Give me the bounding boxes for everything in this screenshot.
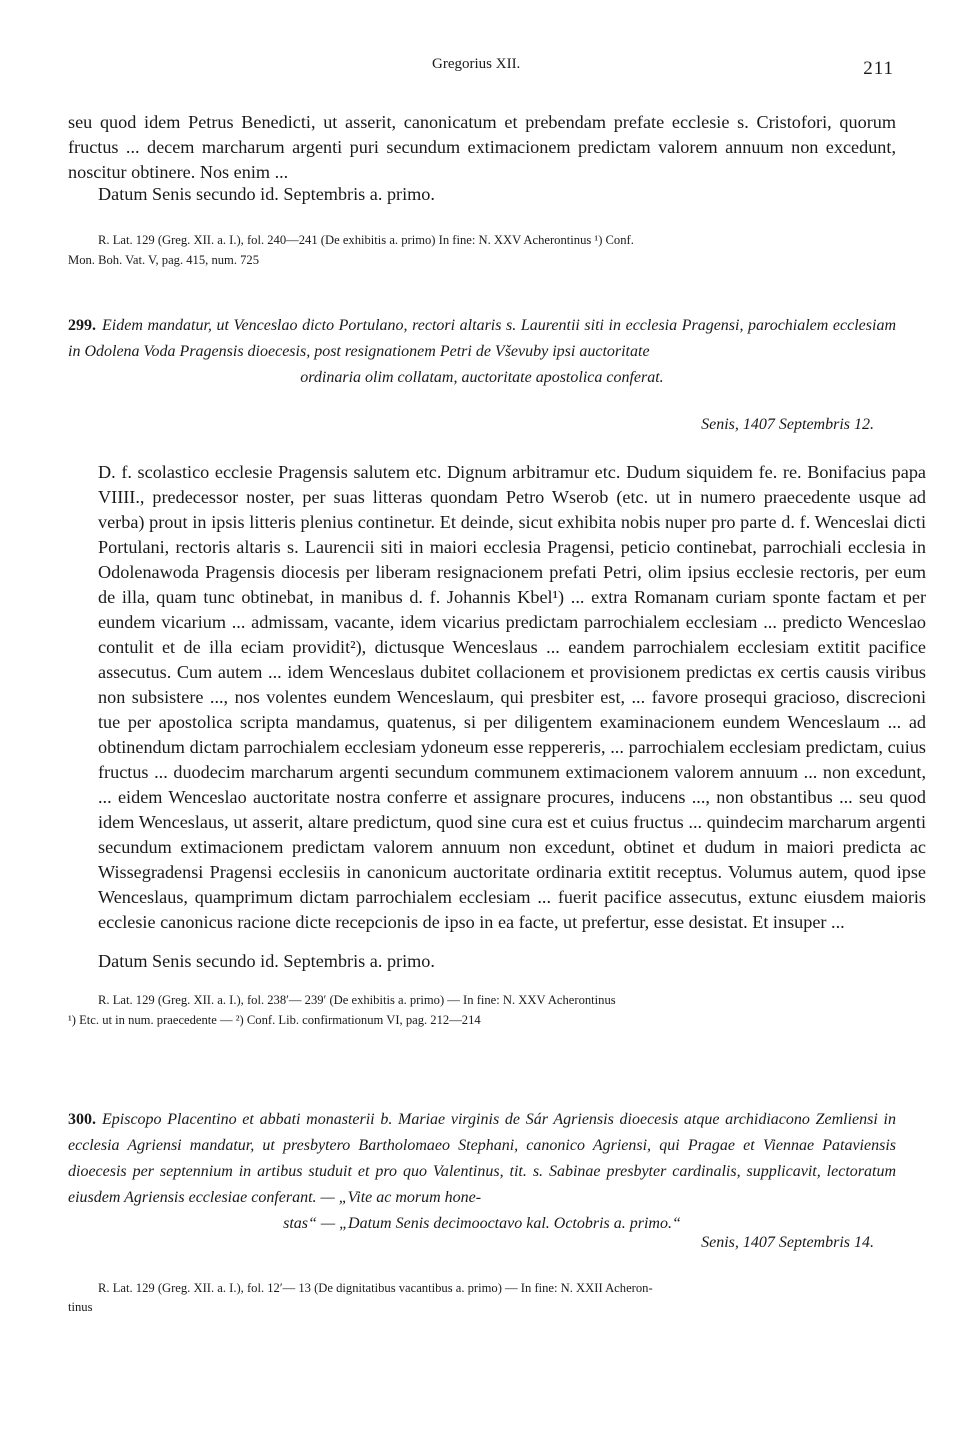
entry-298-source-1: R. Lat. 129 (Greg. XII. a. I.), fol. 240—241 (De exhibitis a. primo) In fine: N. XXV Acherontinus ¹) Conf. [98,233,634,247]
entry-300-source-2: tinus [68,1300,93,1314]
entry-300-regest [68,1107,896,1237]
entry-298-text: seu quod idem Petrus Benedicti, ut asserit, canonicatum et prebendam prefate ecclesie s. Cristofori, quorum fructus ... decem marcharum argenti puri secundum extimacionem predictam valorem annuum non excedunt, noscitur obtinere. Nos enim ... [68,112,896,182]
entry-299-date: Datum Senis secundo id. Septembris a. primo. [98,951,435,971]
entry-300-regest-a: Episcopo Placentino et abbati monasterii b. Mariae virginis de Sár Agriensis dioecesis atque archidiacono Zemliensi in ecclesia Agriensi mandatur, ut presbytero Bartholomaeo Stephani, canonico Agriensi, qui Pragae et Viennae Pataviensis dioecesis per septennium in artibus studuit et pro quo Valentinus, tit. s. Sabinae presbyter cardinalis, supplicavit, lectoratum eiusdem Agriensis ecclesiae conferant. — „Vite ac morum hone- [68,1111,896,1206]
entry-299-regest-a: Eidem mandatur, ut Venceslao dicto Portulano, rectori altaris s. Laurentii siti in ecclesia Pragensi, parochialem ecclesiam in Odolena Voda Pragensis dioecesis, post resignationem Petri de Vševuby ipsi auctoritate [68,317,896,360]
entry-299-number: 299. [68,317,96,334]
entry-300-source-1: R. Lat. 129 (Greg. XII. a. I.), fol. 12′— 13 (De dignitatibus vacantibus a. primo) — In fine: N. XXII Acheron- [98,1281,653,1295]
entry-300-regest-b: stas“ — „Datum Senis decimooctavo kal. Octobris a. primo.“ [283,1215,681,1232]
entry-298-source-2: Mon. Boh. Vat. V, pag. 415, num. 725 [68,253,260,267]
entry-298-date: Datum Senis secundo id. Septembris a. primo. [98,184,435,204]
entry-299-place-date: Senis, 1407 Septembris 12. [701,416,874,433]
entry-299-regest [68,313,896,391]
entry-299-regest-b: ordinaria olim collatam, auctoritate apostolica conferat. [300,369,664,386]
page-number: 211 [863,58,894,79]
entry-299-body: D. f. scolastico ecclesie Pragensis salutem etc. Dignum arbitramur etc. Dudum siquidem fe. re. Bonifacius papa VIIII., predecessor noster, per suas litteras quondam Petro Wserob (etc. ut in numero praecedente usque ad verba) prout in ipsis litteris plenius continetur. Et deinde, sicut exhibita nobis nuper pro parte d. f. Wenceslai dicti Portulani, rectoris altaris s. Laurencii siti in maiori ecclesia Pragensi, peticio continebat, parrochiali ecclesia in Odolenawoda Pragensis diocesis per liberam resignacionem prefati Petri, olim ipsius ecclesie rectoris, per eum de illa, quam tunc obtinebat, in manibus d. f. Johannis Kbel¹) ... extra Romanam curiam sponte factam et per eundem vicarium ... admissam, vacante, idem vicarius predictam parrochialem ecclesiam ... predicto Wenceslao contulit et de illa eciam providit²), dictusque Wenceslaus ... eandem parrochialem ecclesiam extitit pacifice assecutus. Cum autem ... idem Wenceslaus dubitet collacionem et provisionem predictas ex certis causis viribus non subsistere ..., nos volentes eundem Wenceslaum, qui presbiter est, ... favore prosequi gracioso, discrecioni tue per apostolica scripta mandamus, quatenus, si per diligentem examinacionem eundem Wenceslaum ... ad obtinendum dictam parrochialem ecclesiam ydoneum esse reppereris, ... parrochialem ecclesiam predictam, cuius fructus ... duodecim marcharum argenti secundum communem extimacionem valorem annuum ... non excedunt, ... eidem Wenceslao auctoritate nostra conferre et assignare procures, inducens ..., non obstantibus ... seu quod idem Wenceslaus, ut asserit, altare predictum, quod sine cura est et cuius fructus ... quindecim marcharum argenti secundum extimacionem predictam valorem annuum non excedunt, obtinet et dudum in maiori predicta ac Wissegradensi Pragensi ecclesiis in canonicum auctoritate ordinaria extitit receptus. Volumus autem, quod ipse Wenceslaus, quamprimum dictam parrochialem ecclesiam ... fuerit pacifice assecutus, extunc eiusdem maioris ecclesie canonicus racione dicte recepcionis de ipso in ea facte, ut prefertur, esse desistat. Et insuper ... [98,462,926,932]
header-title: Gregorius XII. [432,56,521,72]
entry-299-source-2: ¹) Etc. ut in num. praecedente — ²) Conf. Lib. confirmationum VI, pag. 212—214 [68,1013,481,1027]
entry-299-source-1: R. Lat. 129 (Greg. XII. a. I.), fol. 238′— 239′ (De exhibitis a. primo) — In fine: N. XXV Acherontinus [98,993,616,1007]
entry-300-place-date: Senis, 1407 Septembris 14. [701,1234,874,1251]
running-header [0,56,960,80]
entry-300-number: 300. [68,1111,96,1128]
